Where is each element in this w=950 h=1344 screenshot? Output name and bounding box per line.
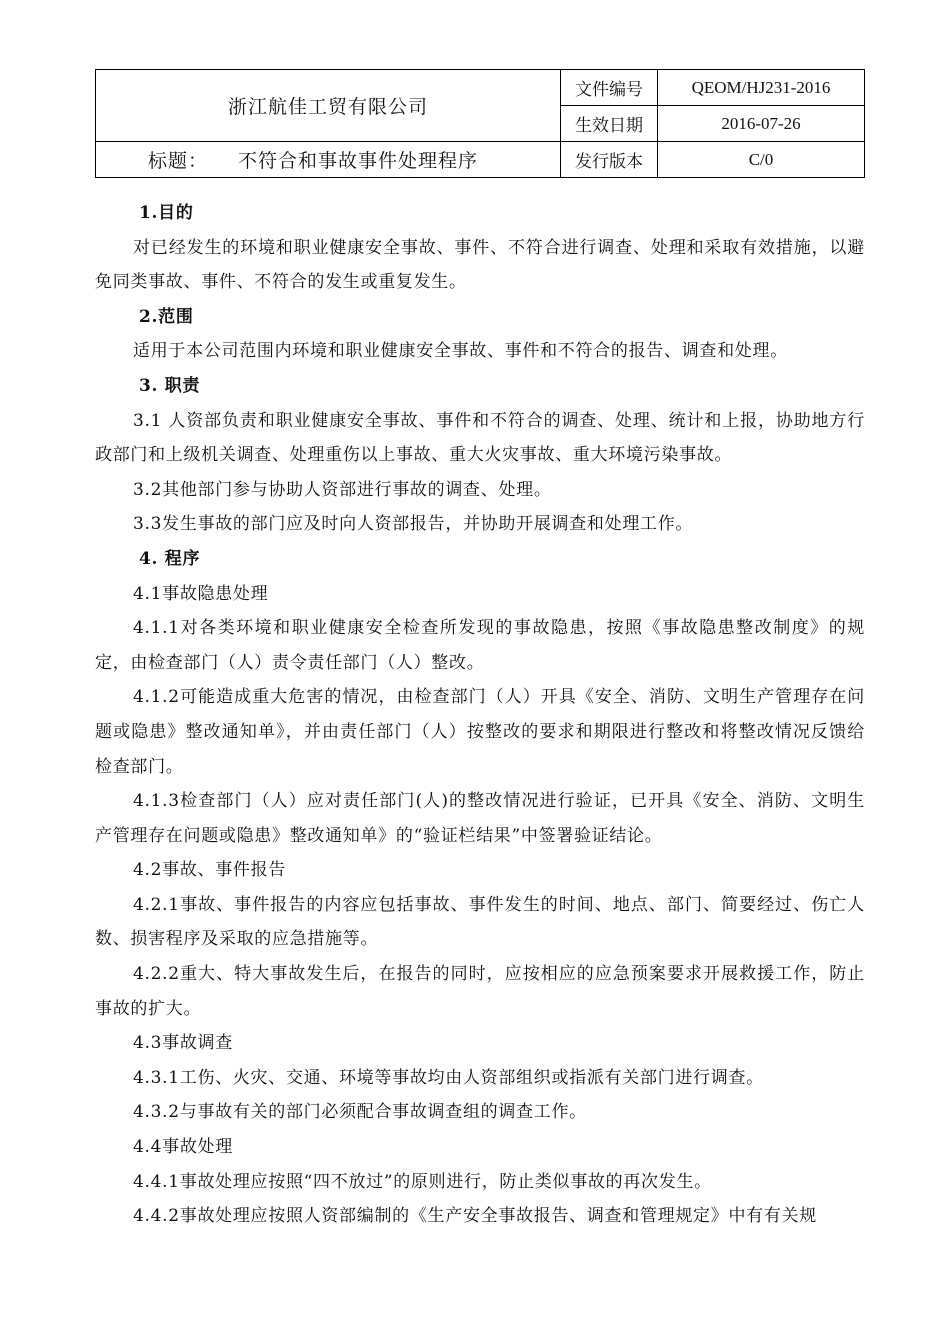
- body-paragraph: 4.3事故调查: [133, 1033, 233, 1054]
- section-heading: 3. 职责: [139, 375, 201, 396]
- body-paragraph: 4.1.2可能造成重大危害的情况，由检查部门（人）开具《安全、消防、文明生产管理存在问题或隐患》整改通知单》，并由责任部门（人）按整改的要求和期限进行整改和将整改情况反馈给检查部门。: [95, 687, 865, 777]
- document-header-table: [95, 69, 865, 178]
- body-paragraph: 3.3发生事故的部门应及时向人资部报告，并协助开展调查和处理工作。: [133, 514, 694, 535]
- version-label: 发行版本: [561, 142, 658, 178]
- effective-date-value: 2016-07-26: [658, 106, 865, 142]
- body-paragraph: 4.2.1事故、事件报告的内容应包括事故、事件发生的时间、地点、部门、简要经过、伤亡人数、损害程序及采取的应急措施等。: [95, 894, 865, 950]
- title-label: 标题：: [148, 150, 209, 172]
- doc-number-label: 文件编号: [561, 70, 658, 106]
- section-heading: 2.范围: [139, 306, 194, 327]
- body-paragraph: 4.1事故隐患处理: [133, 583, 269, 604]
- body-paragraph: 对已经发生的环境和职业健康安全事故、事件、不符合进行调查、处理和采取有效措施，以避免同类事故、事件、不符合的发生或重复发生。: [95, 237, 865, 293]
- body-paragraph: 3.2其他部门参与协助人资部进行事故的调查、处理。: [133, 479, 552, 500]
- body-paragraph: 4.4事故处理: [133, 1137, 233, 1158]
- doc-number-value: QEOM/HJ231-2016: [658, 70, 865, 106]
- company-name: 浙江航佳工贸有限公司: [96, 70, 561, 142]
- body-paragraph: 4.1.1对各类环境和职业健康安全检查所发现的事故隐患，按照《事故隐患整改制度》的规定，由检查部门（人）责令责任部门（人）整改。: [95, 618, 865, 673]
- body-paragraph: 4.1.3检查部门（人）应对责任部门(人)的整改情况进行验证，已开具《安全、消防、文明生产管理存在问题或隐患》整改通知单》的“验证栏结果”中签署验证结论。: [95, 791, 865, 846]
- body-paragraph: 4.4.1事故处理应按照“四不放过”的原则进行，防止类似事故的再次发生。: [133, 1171, 712, 1192]
- body-paragraph: 4.2.2重大、特大事故发生后，在报告的同时，应按相应的应急预案要求开展救援工作，防止事故的扩大。: [95, 964, 865, 1019]
- section-heading: 1.目的: [139, 203, 194, 223]
- section-heading: 4. 程序: [139, 548, 201, 569]
- document-body: [95, 196, 865, 1234]
- document-title: 不符合和事故事件处理程序: [238, 150, 479, 172]
- effective-date-label: 生效日期: [561, 106, 658, 142]
- body-paragraph: 3.1 人资部负责和职业健康安全事故、事件和不符合的调查、处理、统计和上报，协助地方行政部门和上级机关调查、处理重伤以上事故、重大火灾事故、重大环境污染事故。: [95, 410, 865, 466]
- body-paragraph: 4.4.2事故处理应按照人资部编制的《生产安全事故报告、调查和管理规定》中有有关规: [133, 1206, 817, 1227]
- body-paragraph: 4.3.2与事故有关的部门必须配合事故调查组的调查工作。: [133, 1102, 587, 1123]
- document-title-cell: [96, 142, 561, 178]
- body-paragraph: 4.3.1工伤、火灾、交通、环境等事故均由人资部组织或指派有关部门进行调查。: [133, 1067, 764, 1088]
- body-paragraph: 4.2事故、事件报告: [133, 860, 287, 881]
- version-value: C/0: [658, 142, 865, 178]
- body-paragraph: 适用于本公司范围内环境和职业健康安全事故、事件和不符合的报告、调查和处理。: [133, 341, 788, 362]
